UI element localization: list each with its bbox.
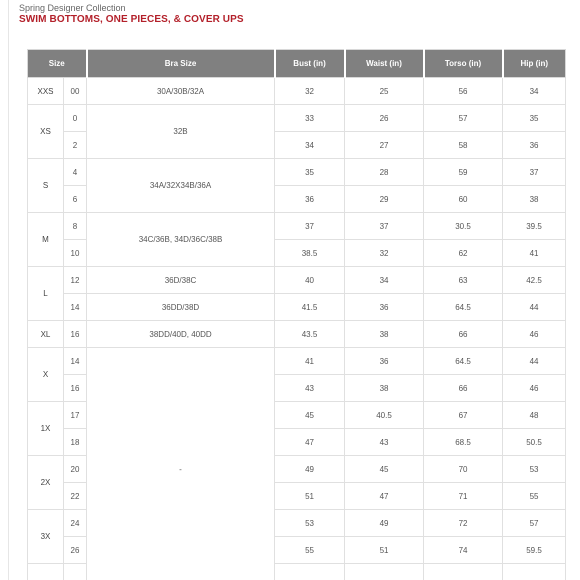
waist-cell: 51 <box>345 537 424 564</box>
hip-cell: 37 <box>503 159 566 186</box>
waist-cell: 49 <box>345 510 424 537</box>
column-header-bust: Bust (in) <box>275 50 345 78</box>
numeric-size-cell: 0 <box>64 105 87 132</box>
numeric-size-cell: 14 <box>64 294 87 321</box>
bust-cell: 55 <box>275 537 345 564</box>
numeric-size-cell: 26 <box>64 537 87 564</box>
waist-cell: 47 <box>345 483 424 510</box>
numeric-size-cell: 4 <box>64 159 87 186</box>
table-row <box>28 78 566 105</box>
numeric-size-cell: 8 <box>64 213 87 240</box>
bust-cell: 40 <box>275 267 345 294</box>
size-label-cell: L <box>28 267 64 321</box>
bust-cell: 43 <box>275 375 345 402</box>
hip-cell: 55 <box>503 483 566 510</box>
bust-cell: 53 <box>275 510 345 537</box>
waist-cell: 34 <box>345 267 424 294</box>
torso-cell: 30.5 <box>424 213 503 240</box>
size-label-cell: XL <box>28 321 64 348</box>
collection-title: Spring Designer Collection <box>19 3 126 13</box>
bust-cell: 33 <box>275 105 345 132</box>
torso-cell: 60 <box>424 186 503 213</box>
table-row <box>28 294 566 321</box>
waist-cell: 28 <box>345 159 424 186</box>
torso-cell: 62 <box>424 240 503 267</box>
hip-cell: 36 <box>503 132 566 159</box>
torso-cell: 71 <box>424 483 503 510</box>
hip-cell: 46 <box>503 321 566 348</box>
table-header <box>28 50 566 78</box>
numeric-size-cell: 10 <box>64 240 87 267</box>
torso-cell: 59 <box>424 159 503 186</box>
waist-cell: 26 <box>345 105 424 132</box>
left-divider <box>8 0 9 580</box>
waist-cell <box>345 564 424 580</box>
numeric-size-cell: 14 <box>64 348 87 375</box>
waist-cell: 25 <box>345 78 424 105</box>
waist-cell: 36 <box>345 348 424 375</box>
table-row <box>28 321 566 348</box>
numeric-size-cell: 2 <box>64 132 87 159</box>
bust-cell: 34 <box>275 132 345 159</box>
numeric-size-cell: 18 <box>64 429 87 456</box>
bra-size-cell: 36DD/38D <box>87 294 275 321</box>
hip-cell: 35 <box>503 105 566 132</box>
bust-cell: 35 <box>275 159 345 186</box>
hip-cell: 57 <box>503 510 566 537</box>
size-label-cell: S <box>28 159 64 213</box>
hip-cell <box>503 564 566 580</box>
numeric-size-cell: 20 <box>64 456 87 483</box>
bust-cell: 49 <box>275 456 345 483</box>
bust-cell: 43.5 <box>275 321 345 348</box>
bust-cell: 45 <box>275 402 345 429</box>
size-chart-table <box>27 49 566 580</box>
size-label-cell: 3X <box>28 510 64 564</box>
waist-cell: 38 <box>345 375 424 402</box>
numeric-size-cell: 12 <box>64 267 87 294</box>
bra-size-cell: 34A/32X34B/36A <box>87 159 275 213</box>
torso-cell: 67 <box>424 402 503 429</box>
bra-size-cell: - <box>87 348 275 580</box>
bra-size-cell: 32B <box>87 105 275 159</box>
waist-cell: 45 <box>345 456 424 483</box>
waist-cell: 36 <box>345 294 424 321</box>
waist-cell: 32 <box>345 240 424 267</box>
table-row <box>28 348 566 375</box>
column-header-bra-size: Bra Size <box>87 50 275 78</box>
size-label-cell <box>28 564 64 580</box>
table-row <box>28 159 566 186</box>
torso-cell: 74 <box>424 537 503 564</box>
column-header-torso: Torso (in) <box>424 50 503 78</box>
numeric-size-cell: 6 <box>64 186 87 213</box>
hip-cell: 44 <box>503 348 566 375</box>
column-header-waist: Waist (in) <box>345 50 424 78</box>
torso-cell: 66 <box>424 321 503 348</box>
size-label-cell: XXS <box>28 78 64 105</box>
size-label-cell: 1X <box>28 402 64 456</box>
bra-size-cell: 30A/30B/32A <box>87 78 275 105</box>
table-row <box>28 213 566 240</box>
bust-cell: 51 <box>275 483 345 510</box>
waist-cell: 37 <box>345 213 424 240</box>
bust-cell: 32 <box>275 78 345 105</box>
torso-cell: 64.5 <box>424 294 503 321</box>
hip-cell: 38 <box>503 186 566 213</box>
bust-cell: 41.5 <box>275 294 345 321</box>
hip-cell: 44 <box>503 294 566 321</box>
numeric-size-cell: 24 <box>64 510 87 537</box>
size-label-cell: M <box>28 213 64 267</box>
hip-cell: 34 <box>503 78 566 105</box>
torso-cell: 58 <box>424 132 503 159</box>
waist-cell: 43 <box>345 429 424 456</box>
table-row <box>28 105 566 132</box>
torso-cell <box>424 564 503 580</box>
torso-cell: 68.5 <box>424 429 503 456</box>
numeric-size-cell: 22 <box>64 483 87 510</box>
bust-cell: 47 <box>275 429 345 456</box>
size-label-cell: 2X <box>28 456 64 510</box>
bust-cell: 38.5 <box>275 240 345 267</box>
hip-cell: 50.5 <box>503 429 566 456</box>
hip-cell: 41 <box>503 240 566 267</box>
size-label-cell: XS <box>28 105 64 159</box>
column-header-size: Size <box>28 50 87 78</box>
hip-cell: 59.5 <box>503 537 566 564</box>
column-header-hip: Hip (in) <box>503 50 566 78</box>
bra-size-cell: 36D/38C <box>87 267 275 294</box>
waist-cell: 38 <box>345 321 424 348</box>
bra-size-cell: 38DD/40D, 40DD <box>87 321 275 348</box>
torso-cell: 64.5 <box>424 348 503 375</box>
hip-cell: 53 <box>503 456 566 483</box>
waist-cell: 40.5 <box>345 402 424 429</box>
bust-cell: 37 <box>275 213 345 240</box>
waist-cell: 29 <box>345 186 424 213</box>
torso-cell: 63 <box>424 267 503 294</box>
hip-cell: 39.5 <box>503 213 566 240</box>
torso-cell: 66 <box>424 375 503 402</box>
numeric-size-cell: 00 <box>64 78 87 105</box>
torso-cell: 56 <box>424 78 503 105</box>
bra-size-cell: 34C/36B, 34D/36C/38B <box>87 213 275 267</box>
table-row <box>28 267 566 294</box>
numeric-size-cell: 17 <box>64 402 87 429</box>
hip-cell: 48 <box>503 402 566 429</box>
bust-cell <box>275 564 345 580</box>
waist-cell: 27 <box>345 132 424 159</box>
torso-cell: 70 <box>424 456 503 483</box>
torso-cell: 72 <box>424 510 503 537</box>
hip-cell: 46 <box>503 375 566 402</box>
torso-cell: 57 <box>424 105 503 132</box>
numeric-size-cell <box>64 564 87 580</box>
numeric-size-cell: 16 <box>64 321 87 348</box>
bust-cell: 36 <box>275 186 345 213</box>
size-label-cell: X <box>28 348 64 402</box>
numeric-size-cell: 16 <box>64 375 87 402</box>
table-body <box>28 78 566 580</box>
bust-cell: 41 <box>275 348 345 375</box>
section-title: SWIM BOTTOMS, ONE PIECES, & COVER UPS <box>19 14 244 25</box>
hip-cell: 42.5 <box>503 267 566 294</box>
